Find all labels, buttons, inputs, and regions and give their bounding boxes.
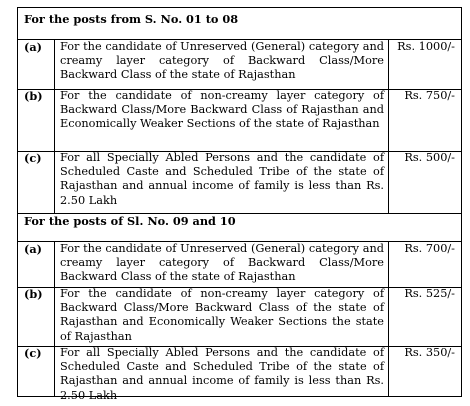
row-fee: Rs. 1000/-: [397, 40, 455, 53]
table-row: [18, 40, 461, 90]
row-fee: Rs. 350/-: [404, 346, 455, 359]
row-description: For the candidate of Unreserved (General) category and creamy layer category of Backward Class/More Backward Class of the state of Rajasthan: [55, 242, 389, 287]
section-heading-posts-09-10: For the posts of Sl. No. 09 and 10: [18, 213, 461, 242]
fee-table: [17, 7, 462, 402]
section-heading-posts-01-08: For the posts from S. No. 01 to 08: [18, 8, 461, 40]
table-row: [18, 346, 461, 402]
row-description: For the candidate of Unreserved (General) category and creamy layer category of Backward Class/More Backward Class of the state of Rajasthan: [55, 40, 389, 89]
row-description: For the candidate of non-creamy layer category of Backward Class/More Backward Class of Rajasthan and Economically Weaker Sections of the state of Rajasthan: [55, 89, 389, 151]
row-code: (a): [18, 242, 55, 287]
row-code: (a): [18, 40, 55, 89]
row-code: (c): [18, 346, 55, 397]
row-fee: Rs. 500/-: [404, 151, 455, 164]
table-row: [18, 89, 461, 152]
row-description: For the candidate of non-creamy layer category of Backward Class/More Backward Class of the state of Rajasthan and Economically Weaker Sections the state of Rajasthan: [55, 287, 389, 346]
table-row: [18, 242, 461, 288]
row-description: For all Specially Abled Persons and the candidate of Scheduled Caste and Scheduled Tribe of the state of Rajasthan and annual income of family is less than Rs. 2.50 Lakh: [55, 151, 389, 213]
row-fee: Rs. 700/-: [404, 242, 455, 255]
row-code: (b): [18, 287, 55, 346]
row-description: For all Specially Abled Persons and the candidate of Scheduled Caste and Scheduled Tribe of the state of Rajasthan and annual income of family is less than Rs. 2.50 Lakh: [55, 346, 389, 397]
row-fee: Rs. 750/-: [404, 89, 455, 102]
row-code: (b): [18, 89, 55, 151]
table-row: [18, 287, 461, 347]
table-row: [18, 151, 461, 214]
row-code: (c): [18, 151, 55, 213]
row-fee: Rs. 525/-: [404, 287, 455, 300]
